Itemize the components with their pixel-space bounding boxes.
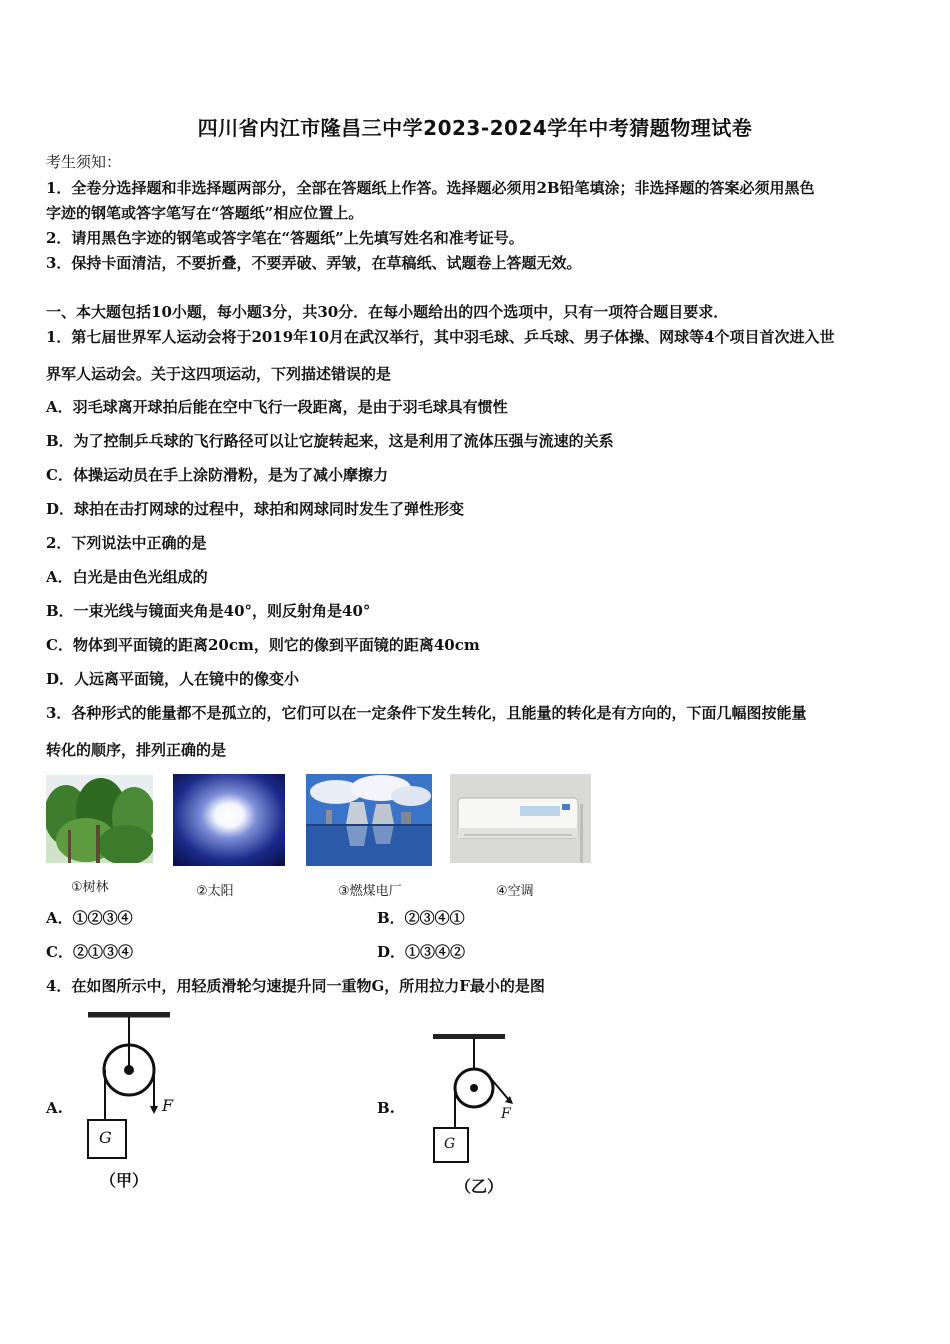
q1-option-c: C．体操运动员在手上涂防滑粉，是为了减小摩擦力 xyxy=(46,466,388,484)
notice-item-3: 3．保持卡面清洁，不要折叠，不要弄破、弄皱，在草稿纸、试题卷上答题无效。 xyxy=(46,254,582,272)
q3-option-c: C．②①③④ xyxy=(46,943,133,961)
caption-forest: ①树林 xyxy=(71,880,109,895)
q2-stem: 2．下列说法中正确的是 xyxy=(46,534,207,552)
q3-stem-line1: 3．各种形式的能量都不是孤立的，它们可以在一定条件下发生转化，且能量的转化是有方向的，下面几幅图按能量 xyxy=(46,704,807,722)
notice-item-1: 1．全卷分选择题和非选择题两部分，全部在答题纸上作答。选择题必须用2B铅笔填涂；非选择题的答案必须用黑色 xyxy=(46,179,815,197)
q3-option-b: B．②③④① xyxy=(377,909,465,927)
q3-option-a: A．①②③④ xyxy=(46,909,133,927)
notice-item-1-cont: 字迹的钢笔或答字笔写在“答题纸”相应位置上。 xyxy=(46,204,364,222)
figure-a-caption: （甲） xyxy=(100,1171,149,1190)
section-heading: 一、本大题包括10小题，每小题3分，共30分．在每小题给出的四个选项中，只有一项符合题目要求． xyxy=(46,303,729,321)
sun-image xyxy=(173,774,285,866)
notice-heading: 考生须知： xyxy=(46,153,122,171)
q4-stem: 4．在如图所示中，用轻质滑轮匀速提升同一重物G，所用拉力F最小的是图 xyxy=(46,977,545,995)
q1-option-a: A．羽毛球离开球拍后能在空中飞行一段距离，是由于羽毛球具有惯性 xyxy=(46,398,508,416)
q3-option-d: D．①③④② xyxy=(377,943,466,961)
q1-stem-line1: 1．第七届世界军人运动会将于2019年10月在武汉举行，其中羽毛球、乒乓球、男子体操、网球等4个项目首次进入世 xyxy=(46,328,835,346)
q3-stem-line2: 转化的顺序，排列正确的是 xyxy=(46,741,227,759)
q4-option-a: A. xyxy=(46,1099,63,1117)
q1-option-d: D．球拍在击打网球的过程中，球拍和网球同时发生了弹性形变 xyxy=(46,500,465,518)
fixed-pulley-figure-b xyxy=(425,1030,535,1200)
fixed-pulley-figure-a xyxy=(80,1008,190,1198)
air-conditioner-image xyxy=(450,774,591,863)
caption-power-plant: ③燃煤电厂 xyxy=(338,884,402,899)
power-plant-image xyxy=(306,774,432,866)
q1-option-b: B．为了控制乒乓球的飞行路径可以让它旋转起来，这是利用了流体压强与流速的关系 xyxy=(46,432,614,450)
figure-b-caption: （乙） xyxy=(455,1177,504,1196)
weight-label-a: G xyxy=(99,1128,112,1147)
q1-stem-line2: 界军人运动会。关于这四项运动，下列描述错误的是 xyxy=(46,365,392,383)
q2-option-c: C．物体到平面镜的距离20cm，则它的像到平面镜的距离40cm xyxy=(46,636,480,654)
q4-option-b: B. xyxy=(377,1099,395,1117)
q2-option-d: D．人远离平面镜，人在镜中的像变小 xyxy=(46,670,300,688)
forest-image xyxy=(46,775,153,863)
q2-option-b: B．一束光线与镜面夹角是40°，则反射角是40° xyxy=(46,602,371,620)
q2-option-a: A．白光是由色光组成的 xyxy=(46,568,208,586)
caption-air-conditioner: ④空调 xyxy=(496,884,534,899)
page-title: 四川省内江市隆昌三中学2023-2024学年中考猜题物理试卷 xyxy=(197,116,753,140)
weight-label-b: G xyxy=(444,1136,456,1152)
force-label-a: F xyxy=(162,1096,174,1115)
force-label-b: F xyxy=(501,1106,511,1122)
notice-item-2: 2．请用黑色字迹的钢笔或答字笔在“答题纸”上先填写姓名和准考证号。 xyxy=(46,229,524,247)
caption-sun: ②太阳 xyxy=(196,884,234,899)
